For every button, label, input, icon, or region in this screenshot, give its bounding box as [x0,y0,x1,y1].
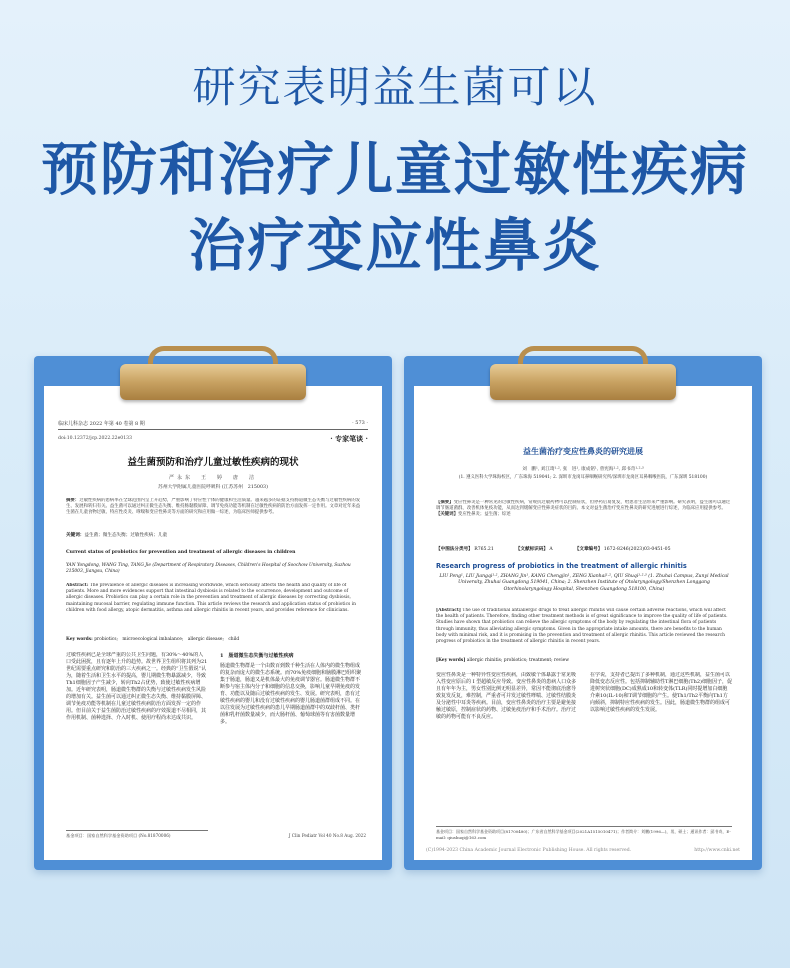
english-keywords-label: Key words: [66,637,93,642]
copyright-text: (C)1994-2023 China Academic Journal Electronic Publishing House. All rights reserved. [426,848,632,853]
article-title: 益生菌预防和治疗儿童过敏性疾病的现状 [127,457,299,468]
hero-line-2: 预防和治疗儿童过敏性疾病 [41,137,749,203]
article-affiliation: (1. 遵义医科大学珠海校区，广东珠海 519041; 2. 深圳市龙岗耳鼻咽喉研究所/深圳市龙岗区耳鼻咽喉医院，广东深圳 518100) [458,475,708,480]
english-keywords [66,636,362,642]
english-title: Current status of probiotics for prevention and treatment of allergic diseases in children [66,550,296,555]
page-number: · 573 · [352,420,368,426]
body-column-2 [220,652,362,826]
article-no-value: 1672-8246(2023)03-0451-05 [603,547,671,552]
english-title: Research progress of probiotics in the treatment of allergic rhinitis [436,562,687,570]
article-no-field [575,546,671,552]
english-abstract-text: The use of traditional antiallergic drugs to treat allergic rhinitis will cause certain adverse reactions, which will affect the health of patients. Therefore, finding other treatment methods is of great significance to improve the quality of life of patients. Studies have shown that probiotics can relieve the allergic symptoms of the body by regulating the intestinal flora of patients through immunity, thus alleviating allergic symptoms. Given in the appropriate intake amounts, there are benefits to the human body with minimal risk, and it is promising in the prevention and treatment of allergic rhinitis. This article reviewed the research progress of probiotics in the treatment of allergic rhinitis in recent years. [436,608,728,645]
keywords [66,532,362,538]
abstract-text: 变应性鼻炎是一种常见的过敏性疾病，常规抗过敏药物可以控制症状，但停药后易复发，给患者生活带来严重影响。研究表明，益生菌可以通过调节肠道菌群，改善机体免疫功能，从而达到缓解变应性鼻炎症状的目的。本文对益生菌治疗变应性鼻炎的研究进展进行综述，为临床应用提供参考。 [436,500,731,512]
classification-row [436,546,732,552]
clipboard-left [34,356,392,870]
abstract-label: 【摘要】 [436,500,454,505]
footnote: 基金项目：国家自然科学基金资助项目 (No.81870006) [66,830,208,839]
keywords-label: 关键词： [66,533,85,538]
english-abstract [66,583,362,614]
body-column-2: 在学说，支持者已提出了多种机制，通过这些机制，益生菌可以降低变态反应性。包括抑制辅助性T淋巴细胞(Th2)细胞因子，促进树突状细胞(DC)成熟成10和转变体(TLR)同时提增加白细胞介素10(IL-10)和T调节细胞的产生。使Th1/Th2平衡向Th1方向倾斜，抑制特应性疾病的发生。因此，肠道微生物群的组成可以影响过敏性疾病的发生发展。 [590,672,732,713]
clc-field [436,546,494,552]
english-abstract-label: [Abstract] [436,608,461,613]
section-heading: 1 肠道微生态失衡与过敏性疾病 [220,653,294,659]
english-abstract [436,608,732,656]
section-text: 肠道微生物群是一个由数百到数千种生活在人体内的微生物组成的复杂而庞大的微生态系统。而70%免疫细胞和脑膜淋巴组织聚集于肠道，肠道又是机体最大的免疫调节器官。肠道微生物群不断参与宿主体内分子和细胞的信息交换，影响儿童早期免疫的发育、功能以及随后过敏性疾病的发生、发展。研究表明，患有过敏性疾病的婴儿和没有过敏性疾病的婴儿肠道菌群组成不同。在以往发展为过敏性疾病的患儿早期肠道菌群中的双歧杆菌、类杆菌和乳杆菌数量减少，而大肠杆菌、葡萄球菌等有害菌数量增多。 [220,663,362,725]
english-abstract-text: The prevalence of allergic diseases is increasing worldwide, which seriously affects the health and quality of life of patients. More and more evidences support that intestinal dysbiosis is related to the occurrence, development and outcome of allergic diseases. Probiotics can play a certain role in the prevention and treatment of allergic diseases by correcting dysbiosis, maintaining mucosal barrier, regulating immune function. This article reviews the research and application status of probiotics in children with food allergy, atopic dermatitis, asthma and allergic rhinitis in recent years, and provides reference for clinicians. [66,583,356,613]
doc-code-label: 【文献标识码】 [515,547,548,552]
english-authors: LIU Peng¹, LIU Jiangqi¹·², ZHANG Jin¹, KANG Chengjin¹, ZENG Xianhai¹·², QIU Shuqi¹·²·³ (1. Zhuhai Campus, Zunyi Medical University, Zhuhai Guangdong 519041, China; 2. Shenzhen Institute of Otolaryngology/Shenzhen Longgang Otorhinolaryngology Hospital, Shenzhen Guangdong 518100, China) [439,574,729,592]
english-keywords-label: [Key words] [436,658,466,663]
english-authors: YAN Yongdong, WANG Ting, TANG Jie (Department of Respiratory Diseases, Children's Hospital of Soochow University, Suzhou 215003, Jiangsu, China) [66,563,351,574]
article-authors: 严永东 王 婷 唐 洁 [168,475,257,481]
clc-value: R765.21 [474,547,494,552]
copyright-line [426,848,740,853]
binder-clip-icon [120,346,306,402]
doc-code-value: A [549,547,553,552]
english-keywords [436,658,732,663]
paper-left [44,386,382,860]
abstract [66,498,362,517]
abstract-label: 摘要： [66,498,80,503]
english-abstract-label: Abstract: [66,583,89,588]
hero-line-1: 研究表明益生菌可以 [192,63,598,113]
journal-name: 临床儿科杂志 2022 年第 40 卷第 8 期 [58,421,145,427]
abstract-text: 过敏性疾病的患病率在全球范围内呈上升趋势，严重影响了特应性个体的健康和生活质量。越来越多的证据支持肠道微生态失衡与过敏性疾病的发生、发展和转归有关。益生菌可以通过纠正微生态失衡、维持肠黏膜屏障、调节免疫功能等机制在过敏性疾病的防治方面发挥一定作用。文章对近年来益生菌在儿童食物过敏、特应性皮炎、哮喘和变应性鼻炎等方面的研究和应用做一综述，为临床医师提供参考。 [66,498,361,516]
keywords-text: 变应性鼻炎；益生菌；综述 [457,512,511,518]
column-tag: · 专家笔谈 · [330,434,368,443]
binder-clip-icon [490,346,676,402]
keywords-text: 益生菌；微生态失衡；过敏性疾病；儿童 [84,533,168,538]
keywords-label: 【关键词】 [436,512,458,518]
journal-header [58,420,368,430]
body-column-1: 过敏性疾病已是全球严重的公共卫生问题，有30%～40%的人口受此困扰，且有逐年上升的趋势。故世界卫生组织将其列为21世纪需要重点研究和防治的三大疾病之一。经典的“卫生假说”认为，随着生活和卫生水平的提高，婴儿期微生物暴露减少，导致Th1细胞因子产生减少，转向Th2占优势，致使过敏性疾病增加。近年研究表明，肠道微生物群的失衡与过敏性疾病发生风险的增加有关。益生菌可以通过纠正微生态失衡、维持黏膜屏障、调节免疫功能等机制在儿童过敏性疾病防治方面发挥一定的作用。但目前关于益生菌防治过敏性疾病的疗效报道不尽相同，其作用机制、菌种选择、介入时机、使用疗程尚未达成共识。 [66,652,208,721]
footer-citation: J Clin Pediatr Vol 40 No.8 Aug. 2022 [288,833,366,838]
article-no-label: 【文章编号】 [574,547,603,552]
english-keywords-text: probiotics; microecological imbalance; allergic disease; child [94,637,240,642]
english-keywords-text: allergic rhinitis; probiotics; treatment; review [466,658,569,663]
body-column-1: 变应性鼻炎是一种特异性变应性疾病，由致敏个体暴露于常见吸入性变应原后的 I 型超敏反应导致。变应性鼻炎的患病人口众多且有年年为主，男女性别比例无明显差异，常因不能彻底治愈导致复发反复，难控制，严重者可并发过敏性哮喘、过敏性结膜炎及分泌性中耳炎等疾病。目前，变应性鼻炎的治疗主要是避免接触过敏原，控制症状的药物、过敏免疫治疗和手术治疗。治疗过敏的药物可能有不良反应。 [436,672,577,720]
footnote: 基金项目：国家自然科学基金资助项目(81700480)；广东省自然科学基金项目(2021A1515010471)；作者简介：刘鹏(1996—)，男，硕士；通讯作者：邱书奇，E-mail: qiushuqi@163.com [436,826,732,841]
paper-right [414,386,752,860]
article-affiliation: 苏州大学附属儿童医院呼吸科 (江苏苏州 215003) [158,485,268,490]
hero-line-3: 治疗变应性鼻炎 [188,213,602,279]
article-title: 益生菌治疗变应性鼻炎的研究进展 [523,447,643,456]
abstract [436,500,732,519]
clipboard-right [404,356,762,870]
cnki-link: http://www.cnki.net [694,848,740,853]
clc-label: 【中图法分类号】 [436,547,473,552]
article-authors: 刘 鹏¹, 刘江琦¹·², 张 进¹, 康成铭¹, 曾宪海¹·², 邱书奇¹·²·³ [522,467,644,472]
doc-code-field [516,546,553,552]
doi: doi:10.12372/jcp.2022.22e0133 [58,436,132,441]
